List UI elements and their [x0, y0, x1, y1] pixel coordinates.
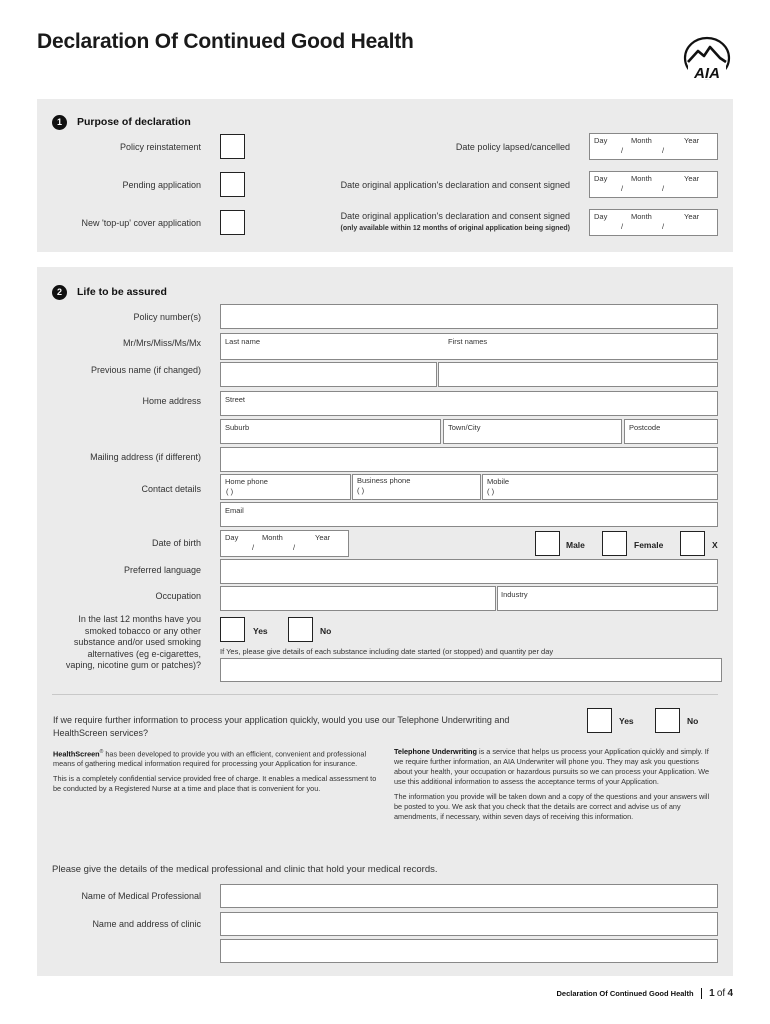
business-phone-input[interactable]: Business phone ( ) [352, 474, 481, 500]
smoking-yes-checkbox[interactable] [220, 617, 245, 642]
preferred-language-input[interactable] [220, 559, 718, 584]
gender-female-label: Female [634, 540, 664, 550]
clinic-name-input[interactable] [220, 912, 718, 936]
pending-application-label: Pending application [122, 180, 201, 190]
smoking-question: In the last 12 months have you smoked tobacco or any other substance and/or used smoking alternatives (eg e-cigarettes, vaping, nicotine gum or patches)? [65, 614, 201, 670]
tele-yes-checkbox[interactable] [587, 708, 612, 733]
date-original-consent-label: Date original application's declaration and consent signed [340, 211, 570, 221]
email-input[interactable]: Email [220, 502, 718, 527]
title-label: Mr/Mrs/Miss/Ms/Mx [123, 338, 201, 348]
tele-underwriting-question: If we require further information to process your application quickly, would you use our Telephone Underwriting and HealthScreen services? [53, 715, 510, 738]
previous-name-label: Previous name (if changed) [90, 365, 201, 375]
preferred-language-label: Preferred language [123, 565, 201, 575]
page-title: Declaration Of Continued Good Health [37, 30, 414, 53]
postcode-input[interactable]: Postcode [624, 419, 718, 444]
gender-female-checkbox[interactable] [602, 531, 627, 556]
street-input[interactable]: Street [220, 391, 718, 416]
smoking-no-checkbox[interactable] [288, 617, 313, 642]
section-heading: Life to be assured [77, 286, 167, 298]
industry-input[interactable]: Industry [497, 586, 718, 611]
smoking-details-instruction: If Yes, please give details of each substance including date started (or stopped) and quantity per day [220, 647, 554, 656]
policy-reinstatement-label: Policy reinstatement [119, 142, 201, 152]
date-of-birth-input[interactable]: Day Month Year / / [220, 530, 349, 557]
policy-reinstatement-checkbox[interactable] [220, 134, 245, 159]
contact-details-label: Contact details [141, 484, 201, 494]
gender-male-checkbox[interactable] [535, 531, 560, 556]
gender-x-label: X [712, 540, 718, 550]
home-address-label: Home address [142, 396, 201, 406]
date-original-consent-field[interactable]: Day Month Year / / [589, 209, 718, 236]
mobile-input[interactable]: Mobile ( ) [482, 474, 718, 500]
smoking-no-label: No [320, 626, 332, 636]
top-up-cover-label: New 'top-up' cover application [81, 218, 201, 228]
date-lapsed-field[interactable]: Day Month Year / / [589, 133, 718, 160]
page-footer: Declaration Of Continued Good Health 1 of 4 [556, 988, 733, 999]
medical-professional-label: Name of Medical Professional [81, 891, 201, 901]
smoking-details-input[interactable] [220, 658, 722, 682]
top-up-cover-checkbox[interactable] [220, 210, 245, 235]
clinic-label: Name and address of clinic [92, 919, 201, 929]
date-consent-signed-field[interactable]: Day Month Year / / [589, 171, 718, 198]
pending-application-checkbox[interactable] [220, 172, 245, 197]
healthscreen-info: HealthScreen® has been developed to provide you with an efficient, convenient and professional means of gathering medical information required for processing your Application for insurance. This is a completely confidential service provided free of charge. It enables a medical assessment to be conducted by a Registered Nurse at a time and place that is convenient for you. [53, 749, 377, 794]
town-city-input[interactable]: Town/City [443, 419, 622, 444]
tele-yes-label: Yes [619, 716, 634, 726]
mailing-address-label: Mailing address (if different) [90, 452, 201, 462]
gender-male-label: Male [566, 540, 585, 550]
section-heading: Purpose of declaration [77, 116, 191, 128]
policy-numbers-label: Policy number(s) [133, 312, 201, 322]
section-number: 2 [52, 285, 67, 300]
occupation-label: Occupation [155, 591, 201, 601]
gender-x-checkbox[interactable] [680, 531, 705, 556]
date-of-birth-label: Date of birth [151, 538, 201, 548]
aia-logo [682, 36, 732, 82]
telephone-underwriting-info: Telephone Underwriting is a service that helps us process your Application quickly and simply. If we require further information, an AIA Underwriter will phone you. They may ask you questions about your health, your occupation or hazardous pursuits so we can process your Application. We use this additional information to assess the acceptance terms of your Application. The information you provide will be taken down and a copy of the questions and your answers will be posted to you. We ask that you check that the details are correct and advise us of any amendments, if necessary, within seven days of receiving this information. [394, 747, 710, 821]
occupation-input[interactable] [220, 586, 496, 611]
date-original-consent-note: (only available within 12 months of original application being signed) [340, 225, 570, 232]
medical-records-prompt: Please give the details of the medical professional and clinic that hold your medical records. [52, 864, 438, 875]
home-phone-input[interactable]: Home phone ( ) [220, 474, 351, 500]
date-consent-signed-label: Date original application's declaration and consent signed [340, 180, 570, 190]
tele-no-label: No [687, 716, 699, 726]
section-number: 1 [52, 115, 67, 130]
suburb-input[interactable]: Suburb [220, 419, 441, 444]
name-input[interactable]: Last name First names [220, 333, 718, 360]
tele-no-checkbox[interactable] [655, 708, 680, 733]
smoking-yes-label: Yes [253, 626, 268, 636]
divider [52, 694, 718, 695]
date-lapsed-label: Date policy lapsed/cancelled [455, 142, 570, 152]
previous-first-names-input[interactable] [438, 362, 718, 387]
medical-professional-input[interactable] [220, 884, 718, 908]
svg-text:AIA: AIA [694, 65, 720, 82]
previous-last-name-input[interactable] [220, 362, 437, 387]
clinic-address-input[interactable] [220, 939, 718, 963]
mailing-address-input[interactable] [220, 447, 718, 472]
policy-numbers-input[interactable] [220, 304, 718, 329]
